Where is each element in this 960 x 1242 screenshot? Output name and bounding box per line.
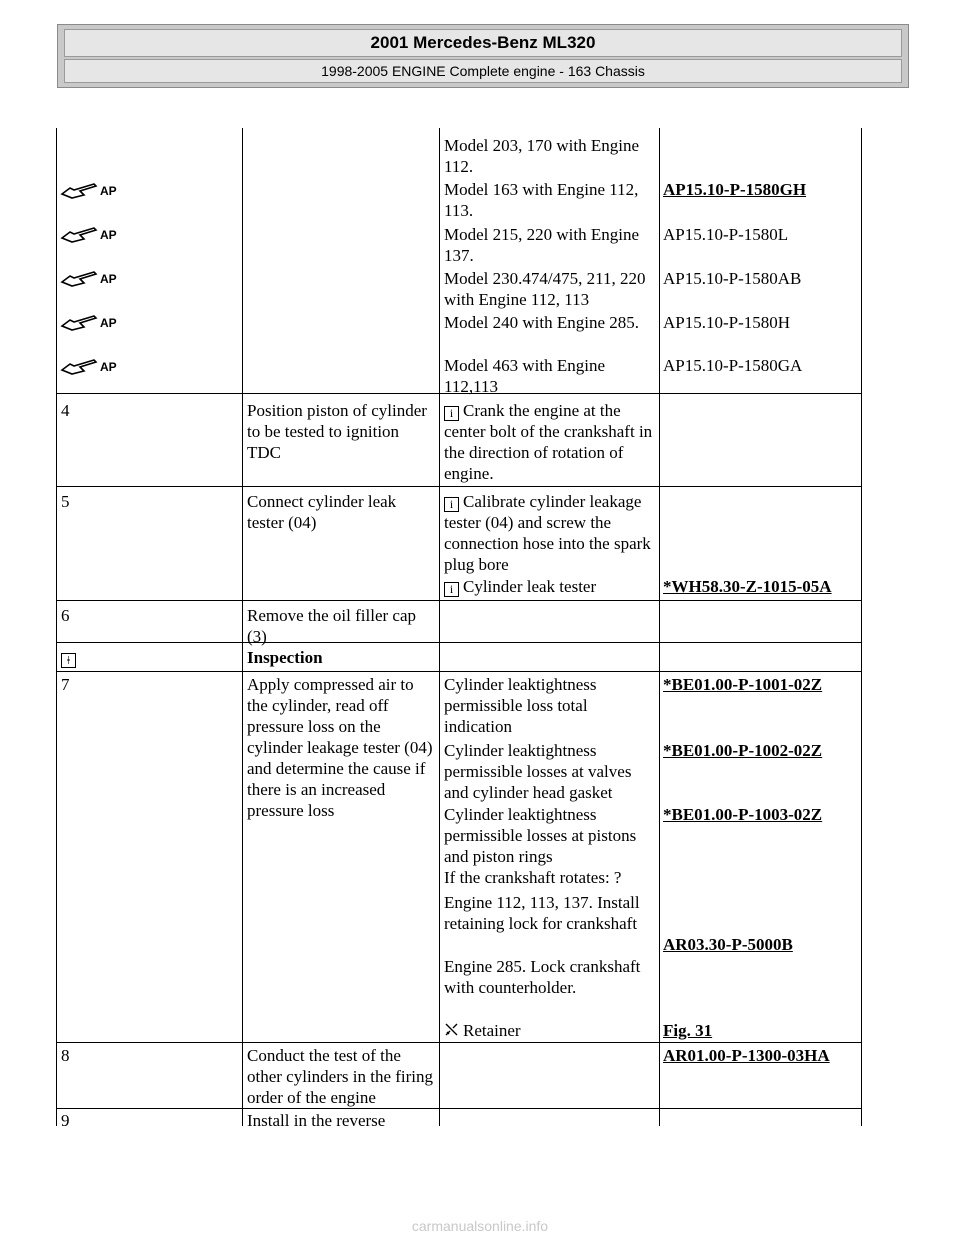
ap-reference: AP15.10-P-1580GA (663, 356, 803, 375)
step-number: 7 (61, 675, 70, 694)
info-icon: i (444, 406, 459, 421)
svg-text:AP: AP (100, 360, 117, 374)
hand-pointer-icon (60, 222, 120, 244)
step-note: Cylinder leaktightness permissible losses at pistons and piston rings (444, 805, 637, 866)
ap-row-text: Model 215, 220 with Engine 137. (444, 225, 640, 265)
tool-reference-link[interactable]: *WH58.30-Z-1015-05A (663, 577, 832, 596)
page-header (57, 24, 909, 88)
procedure-reference-link[interactable]: AR03.30-P-5000B (663, 935, 793, 954)
section-heading: Inspection (247, 648, 323, 667)
wrench-icon (444, 1022, 459, 1037)
ap-row-text: Model 203, 170 with Engine 112. (444, 136, 640, 176)
spec-reference-link[interactable]: *BE01.00-P-1001-02Z (663, 675, 823, 694)
svg-text:AP: AP (100, 316, 117, 330)
svg-text:AP: AP (100, 228, 117, 242)
step-action: Conduct the test of the other cylinders in the firing order of the engine (247, 1046, 434, 1107)
step-note: i Crank the engine at the center bolt of the crankshaft in the direction of rotation of engine. (444, 401, 653, 483)
ap-row-text: Model 163 with Engine 112, 113. (444, 180, 639, 220)
ap-row-text: Model 463 with Engine 112,113 (444, 356, 606, 396)
step-number: 4 (61, 401, 70, 420)
step-note: Retainer (444, 1020, 656, 1041)
inspection-icon-cell (61, 647, 80, 668)
watermark: carmanualsonline.info (411, 1218, 549, 1234)
step-note: i Calibrate cylinder leakage tester (04) and screw the connection hose into the spark plug bore (444, 492, 651, 574)
svg-text:AP: AP (100, 272, 117, 286)
step-number: 6 (61, 606, 70, 625)
step-note: Cylinder leaktightness permissible losses at valves and cylinder head gasket (444, 741, 632, 802)
ap-reference: AP15.10-P-1580H (663, 313, 791, 332)
step-action: Install in the reverse (247, 1111, 386, 1130)
step-note: Engine 112, 113, 137. Install retaining lock for crankshaft (444, 893, 640, 933)
svg-text:AP: AP (100, 184, 117, 198)
step-action: Apply compressed air to the cylinder, read off pressure loss on the cylinder leakage tester (04) and determine the cause if there is an increased pressure loss (247, 675, 433, 820)
header-subtitle: 1998-2005 ENGINE Complete engine - 163 Chassis (64, 59, 902, 83)
header-title: 2001 Mercedes-Benz ML320 (64, 29, 902, 57)
inspection-icon: ǂ (61, 653, 76, 668)
step-action: Position piston of cylinder to be tested to ignition TDC (247, 401, 427, 462)
step-note: Cylinder leaktightness permissible loss total indication (444, 675, 597, 736)
step-note: i Cylinder leak tester (444, 576, 656, 597)
hand-pointer-icon (60, 266, 120, 288)
ap-row-text: Model 230.474/475, 211, 220 with Engine 112, 113 (444, 269, 646, 309)
hand-pointer-icon (60, 178, 120, 200)
step-note: Engine 285. Lock crankshaft with counterholder. (444, 957, 641, 997)
step-note: If the crankshaft rotates: ? (444, 868, 622, 887)
spec-reference-link[interactable]: *BE01.00-P-1003-02Z (663, 805, 823, 824)
info-icon: i (444, 582, 459, 597)
step-number: 8 (61, 1046, 70, 1065)
info-icon: i (444, 497, 459, 512)
ap-reference: AP15.10-P-1580L (663, 225, 789, 244)
step-action: Connect cylinder leak tester (04) (247, 492, 397, 532)
hand-pointer-icon (60, 354, 120, 376)
procedure-reference-link[interactable]: AR01.00-P-1300-03HA (663, 1046, 830, 1065)
hand-pointer-icon (60, 310, 120, 332)
ap-reference-link[interactable]: AP15.10-P-1580GH (663, 180, 807, 199)
step-number: 9 (61, 1111, 70, 1130)
ap-row-text: Model 240 with Engine 285. (444, 313, 640, 332)
figure-reference-link[interactable]: Fig. 31 (663, 1021, 713, 1040)
step-number: 5 (61, 492, 70, 511)
ap-reference: AP15.10-P-1580AB (663, 269, 802, 288)
step-action: Remove the oil filler cap (3) (247, 606, 416, 646)
spec-reference-link[interactable]: *BE01.00-P-1002-02Z (663, 741, 823, 760)
